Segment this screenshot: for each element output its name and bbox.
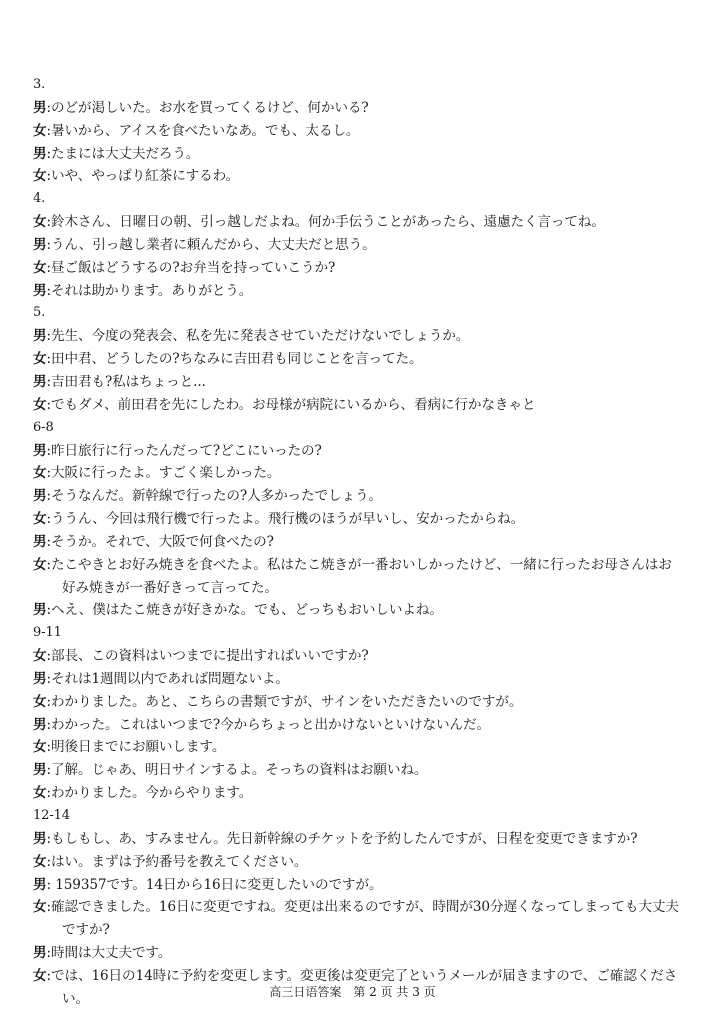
dialogue-line xyxy=(33,508,683,531)
speaker-label: 男 xyxy=(33,762,47,779)
dialogue-line xyxy=(33,348,683,371)
dialogue-line xyxy=(33,759,683,782)
page-footer: 高三日语答案 第 2 页 共 3 页 xyxy=(269,985,436,999)
dialogue-line xyxy=(33,211,683,234)
speaker-label: 男 xyxy=(33,602,47,619)
utterance-text: :そうか。それで、大阪で何食べたの? xyxy=(46,533,274,550)
utterance-text: :大阪に行ったよ。すごく楽しかった。 xyxy=(46,465,281,482)
speaker-label: 女 xyxy=(33,853,47,870)
dialogue-line xyxy=(33,531,683,554)
dialogue-line xyxy=(33,554,683,600)
utterance-text: :先生、今度の発表会、私を先に発表させていただけないでしょうか。 xyxy=(46,328,470,345)
dialogue-line xyxy=(33,736,683,759)
utterance-text: :へえ、僕はたこ焼きが好きかな。でも、どっちもおいしいよね。 xyxy=(46,602,443,619)
speaker-label: 男 xyxy=(33,716,47,733)
dialogue-line xyxy=(33,874,683,897)
speaker-label: 女 xyxy=(33,693,47,710)
utterance-text: : 159357です。14日から16日に変更したいのですが。 xyxy=(46,876,383,893)
speaker-label: 男 xyxy=(33,236,47,253)
utterance-text: :昨日旅行に行ったんだって?どこにいったの? xyxy=(46,442,322,459)
speaker-label: 女 xyxy=(33,785,47,802)
speaker-label: 女 xyxy=(33,967,47,984)
speaker-label: 女 xyxy=(33,259,47,276)
section-number: 4. xyxy=(33,191,46,207)
speaker-label: 女 xyxy=(33,739,47,756)
speaker-label: 女 xyxy=(33,396,47,413)
utterance-text: :そうなんだ。新幹線で行ったの?人多かったでしょう。 xyxy=(46,488,383,505)
speaker-label: 男 xyxy=(33,99,47,116)
dialogue-line xyxy=(33,485,683,508)
section-number: 5. xyxy=(33,305,46,321)
utterance-text: :でもダメ、前田君を先にしたわ。お母様が病院にいるから、看病に行かなきゃと xyxy=(46,396,536,413)
speaker-label: 女 xyxy=(33,465,47,482)
dialogue-line xyxy=(33,165,683,188)
utterance-text: :了解。じゃあ、明日サインするよ。そっちの資料はお願いね。 xyxy=(46,762,428,779)
dialogue-line xyxy=(33,462,683,485)
utterance-text: :部長、この資料はいつまでに提出すればいいですか? xyxy=(46,648,369,665)
speaker-label: 男 xyxy=(33,945,47,962)
dialogue-line xyxy=(33,257,683,280)
utterance-text: :確認できました。16日に変更ですね。変更は出来るのですが、時間が30分遅くなってしまっても大丈夫ですか? xyxy=(46,899,679,939)
dialogue-line xyxy=(33,942,683,965)
dialogue-line xyxy=(33,234,683,257)
transcript-body xyxy=(33,74,683,1011)
dialogue-line xyxy=(33,371,683,394)
dialogue-line xyxy=(33,325,683,348)
dialogue-line xyxy=(33,828,683,851)
dialogue-line xyxy=(33,782,683,805)
dialogue-line xyxy=(33,851,683,874)
speaker-label: 男 xyxy=(33,373,47,390)
dialogue-line xyxy=(33,691,683,714)
speaker-label: 男 xyxy=(33,442,47,459)
dialogue-line xyxy=(33,143,683,166)
section-number: 9-11 xyxy=(33,625,62,641)
dialogue-line xyxy=(33,599,683,622)
dialogue-line xyxy=(33,394,683,417)
utterance-text: :わかりました。あと、こちらの書類ですが、サインをいただきたいのですが。 xyxy=(46,693,523,710)
section-number: 6-8 xyxy=(33,419,54,435)
speaker-label: 男 xyxy=(33,488,47,505)
utterance-text: :わかった。これはいつまで?今からちょっと出かけないといけないんだ。 xyxy=(46,716,490,733)
dialogue-line xyxy=(33,668,683,691)
speaker-label: 女 xyxy=(33,351,47,368)
utterance-text: :のどが渇しいた。お水を買ってくるけど、何かいる? xyxy=(46,99,369,116)
speaker-label: 女 xyxy=(33,122,47,139)
dialogue-line xyxy=(33,120,683,143)
utterance-text: :昼ご飯はどうするの?お弁当を持っていこうか? xyxy=(46,259,336,276)
utterance-text: :たまには大丈夫だろう。 xyxy=(46,145,200,162)
speaker-label: 女 xyxy=(33,214,47,231)
section-number: 12-14 xyxy=(33,808,70,823)
utterance-text: :ううん、今回は飛行機で行ったよ。飛行機のほうが早いし、安かったからね。 xyxy=(46,511,525,528)
speaker-label: 女 xyxy=(33,648,47,665)
speaker-label: 男 xyxy=(33,876,47,893)
utterance-text: :では、16日の14時に予約を変更します。変更後は変更完了というメールが届きますので、ご確認ください。 xyxy=(46,967,678,1007)
speaker-label: 女 xyxy=(33,899,47,916)
speaker-label: 男 xyxy=(33,670,47,687)
utterance-text: :鈴木さん、日曜日の朝、引っ越しだよね。何か手伝うことがあったら、遠慮たく言ってね。 xyxy=(46,214,605,231)
utterance-text: :たこやきとお好み焼きを食べたよ。私はたこ焼きが一番おいしかったけど、一緒に行ったお母さんはお好み焼きが一番好きって言ってた。 xyxy=(46,556,672,596)
speaker-label: 女 xyxy=(33,511,47,528)
speaker-label: 男 xyxy=(33,282,47,299)
speaker-label: 男 xyxy=(33,328,47,345)
utterance-text: :もしもし、あ、すみません。先日新幹線のチケットを予約したんですが、日程を変更できますか? xyxy=(46,830,638,847)
utterance-text: :いや、やっぱり紅茶にするわ。 xyxy=(46,168,240,185)
speaker-label: 女 xyxy=(33,556,47,573)
speaker-label: 男 xyxy=(33,830,47,847)
utterance-text: :時間は大丈夫です。 xyxy=(46,945,172,962)
utterance-text: :明後日までにお願いします。 xyxy=(46,739,226,756)
speaker-label: 男 xyxy=(33,533,47,550)
dialogue-line xyxy=(33,714,683,737)
utterance-text: :うん、引っ越し業者に頼んだから、大丈夫だと思う。 xyxy=(46,236,376,253)
dialogue-line xyxy=(33,896,683,942)
speaker-label: 女 xyxy=(33,168,47,185)
utterance-text: :それは1週間以内であれば問題ないよ。 xyxy=(46,670,289,687)
dialogue-line xyxy=(33,440,683,463)
dialogue-line xyxy=(33,97,683,120)
utterance-text: :吉田君も?私はちょっと... xyxy=(46,373,206,390)
dialogue-line xyxy=(33,280,683,303)
utterance-text: :はい。まずは予約番号を教えてください。 xyxy=(46,853,308,870)
utterance-text: :暑いから、アイスを食べたいなあ。でも、太るし。 xyxy=(46,122,360,139)
speaker-label: 男 xyxy=(33,145,47,162)
section-number: 3. xyxy=(33,77,46,92)
utterance-text: :それは助かります。ありがとう。 xyxy=(46,282,253,299)
utterance-text: :わかりました。今からやります。 xyxy=(46,785,253,802)
dialogue-line xyxy=(33,645,683,668)
utterance-text: :田中君、どうしたの?ちなみに吉田君も同じことを言ってた。 xyxy=(46,351,423,368)
